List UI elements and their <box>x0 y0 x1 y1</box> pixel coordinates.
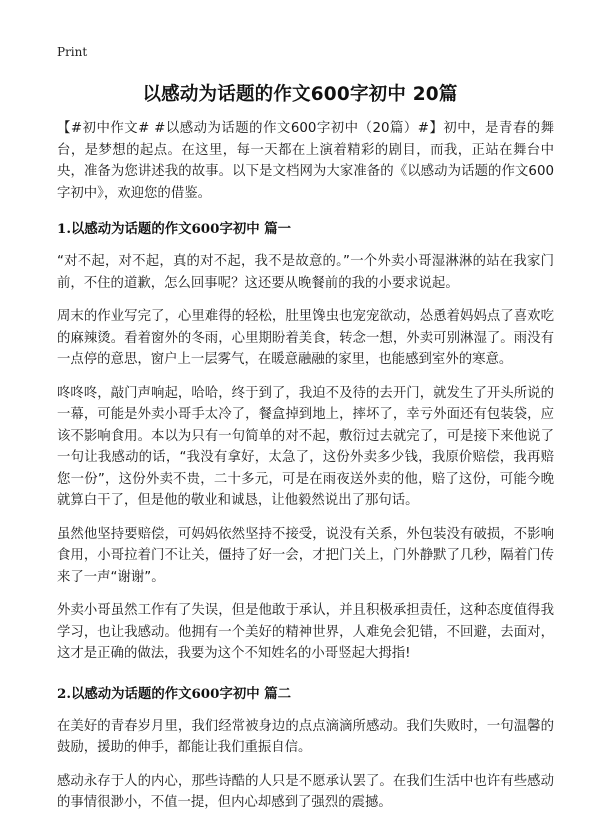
section-heading: 1.以感动为话题的作文600字初中 篇一 <box>57 221 292 237</box>
article-body <box>57 118 554 826</box>
page-title: 以感动为话题的作文600字初中 20篇 <box>142 84 458 105</box>
paragraph: 周末的作业写完了，心里难得的轻松，肚里馋虫也宠宠欲动，怂恿着妈妈点了喜欢吃的麻辣烫。看着窗外的冬雨，心里期盼着美食，转念一想，外卖可别淋湿了。雨没有一点停的意思，窗户上一层雾气，在暖意融融的家里，也能感到室外的寒意。 <box>57 309 554 367</box>
paragraph: 感动永存于人的内心，那些诗酷的人只是不愿承认罢了。在我们生活中也许有些感动的事情很渺小，不值一提，但内心却感到了强烈的震撼。 <box>57 773 554 810</box>
paragraph: 虽然他坚持要赔偿，可妈妈依然坚持不接受，说没有关系，外包装没有破损，不影响食用，小哥拉着门不让关，僵持了好一会，才把门关上，门外静默了几秒，隔着门传来了一声“谢谢”。 <box>57 526 554 585</box>
paragraph: 咚咚咚，敲门声响起，哈哈，终于到了，我迫不及待的去开门，就发生了开头所说的一幕，可能是外卖小哥手太冷了，餐盒掉到地上，摔坏了，幸亏外面还有包装袋，应该不影响食用。本以为只有一句简单的对不起，敷衍过去就完了，可是接下来他说了一句让我感动的话，“我没有拿好，太急了，这份外卖多少钱，我原价赔偿，我再赔您一份”，这份外卖不贵，二十多元，可是在雨夜送外卖的他，赔了这份，可能今晚就算白干了，但是他的敬业和诚恳，让他毅然说出了那句话。 <box>57 385 554 508</box>
paragraph: 外卖小哥虽然工作有了失误，但是他敢于承认，并且积极承担责任，这种态度值得我学习，也让我感动。他拥有一个美好的精神世界，人难免会犯错，不回避，去面对，这才是正确的做法，我要为这个不知姓名的小哥竖起大拇指! <box>57 603 554 661</box>
print-link[interactable]: Print <box>57 45 88 59</box>
section-heading: 2.以感动为话题的作文600字初中 篇二 <box>57 685 292 702</box>
paragraph: 在美好的青春岁月里，我们经常被身边的点点滴滴所感动。我们失败时，一句温馨的鼓励，援助的伸手，都能让我们重振自信。 <box>57 718 554 755</box>
intro-paragraph: 【#初中作文# #以感动为话题的作文600字初中（20篇）#】初中，是青春的舞台，是梦想的起点。在这里，每一天都在上演着精彩的剧目，而我，正站在舞台中央，准备为您讲述我的故事。以下是文档网为大家准备的《以感动为话题的作文600字初中》，欢迎您的借鉴。 <box>57 121 554 201</box>
paragraph: “对不起，对不起，真的对不起，我不是故意的。”一个外卖小哥湿淋淋的站在我家门前，不住的道歉，怎么回事呢？这还要从晚餐前的我的小要求说起。 <box>57 254 554 291</box>
